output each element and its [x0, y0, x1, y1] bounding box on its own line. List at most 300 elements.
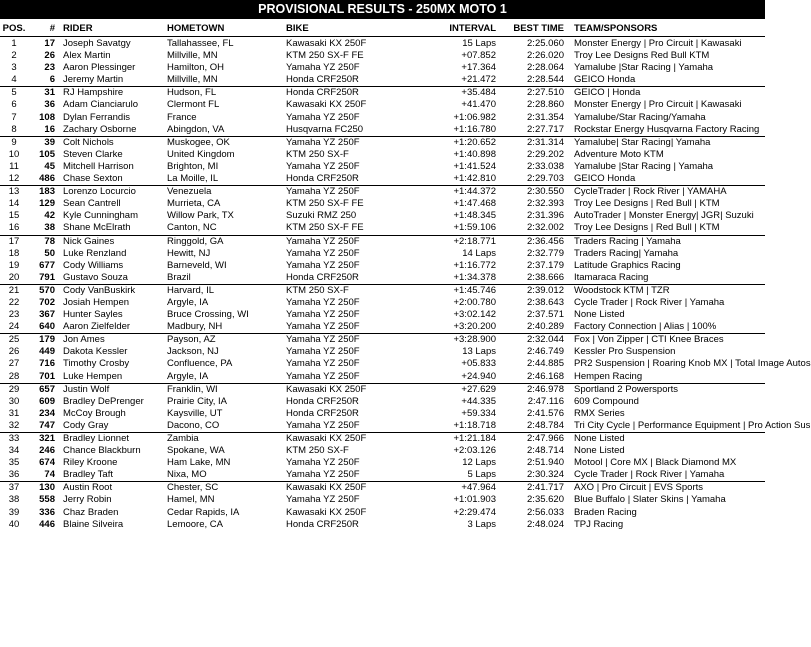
row-best-time: 2:28.860 — [527, 99, 564, 111]
row-bike: Kawasaki KX 250F — [286, 38, 367, 49]
row-best-time: 2:32.044 — [527, 334, 564, 346]
table-row — [0, 457, 765, 469]
row-interval: +2:29.474 — [453, 506, 496, 518]
row-best-time: 2:31.314 — [527, 136, 564, 148]
row-number: 39 — [44, 136, 55, 148]
row-rider: McCoy Brough — [63, 407, 126, 419]
row-team: Monster Energy | Pro Circuit | Kawasaki — [574, 99, 742, 111]
row-best-time: 2:38.666 — [527, 271, 564, 283]
row-best-time: 2:40.289 — [527, 321, 564, 333]
table-row — [0, 149, 765, 161]
row-team: Adventure Moto KTM — [574, 148, 664, 160]
row-hometown: Tallahassee, FL — [167, 38, 234, 49]
row-team: GEICO Honda — [574, 173, 636, 185]
row-pos: 22 — [8, 296, 20, 308]
row-interval: +44.335 — [461, 395, 496, 407]
row-team: Traders Racing| Yamaha — [574, 247, 679, 259]
row-pos: 21 — [8, 284, 20, 296]
table-row — [0, 346, 765, 358]
row-bike: Kawasaki KX 250F — [286, 433, 367, 444]
header-best-time: BEST TIME — [513, 23, 564, 34]
row-number: 367 — [39, 309, 55, 321]
row-pos: 19 — [8, 259, 20, 271]
row-hometown: Confluence, PA — [167, 358, 233, 370]
row-team: Sportland 2 Powersports — [574, 383, 679, 395]
row-best-time: 2:48.024 — [527, 518, 564, 530]
row-hometown: Clermont FL — [167, 99, 220, 111]
row-interval: +3:20.200 — [453, 321, 496, 333]
table-row — [0, 309, 765, 321]
row-number: 677 — [39, 259, 55, 271]
row-hometown: Willow Park, TX — [167, 210, 234, 222]
row-bike: Yamaha YZ 250F — [286, 111, 360, 123]
row-hometown: United Kingdom — [167, 148, 235, 160]
row-rider: Mitchell Harrison — [63, 160, 134, 172]
table-row — [0, 371, 765, 384]
row-bike: Yamaha YZ 250F — [286, 346, 360, 358]
row-pos: 12 — [8, 173, 20, 185]
row-interval: +1:41.524 — [453, 160, 496, 172]
row-team: Traders Racing | Yamaha — [574, 235, 681, 247]
row-number: 130 — [39, 482, 55, 494]
row-pos: 40 — [8, 518, 20, 530]
row-pos: 27 — [8, 358, 20, 370]
row-rider: Adam Cianciarulo — [63, 99, 138, 111]
row-number: 6 — [49, 74, 55, 86]
row-team: Blue Buffalo | Slater Skins | Yamaha — [574, 494, 726, 506]
row-best-time: 2:41.717 — [527, 482, 564, 494]
row-bike: Yamaha YZ 250F — [286, 419, 360, 431]
row-pos: 20 — [8, 271, 20, 283]
row-interval: +2:18.771 — [453, 235, 496, 247]
table-row — [0, 112, 765, 124]
row-hometown: Hamilton, OH — [167, 62, 225, 74]
row-rider: Timothy Crosby — [63, 358, 130, 370]
results-title: PROVISIONAL RESULTS - 250MX MOTO 1 — [0, 0, 765, 19]
row-pos: 29 — [8, 383, 20, 395]
row-number: 747 — [39, 419, 55, 431]
row-team: Cycle Trader | Rock River | Yamaha — [574, 296, 725, 308]
row-bike: KTM 250 SX-F — [286, 284, 349, 296]
row-bike: Yamaha YZ 250F — [286, 494, 360, 506]
row-best-time: 2:47.966 — [527, 433, 564, 444]
row-pos: 6 — [11, 99, 17, 111]
row-rider: Luke Renzland — [63, 247, 127, 259]
row-number: 16 — [44, 123, 55, 135]
row-bike: Kawasaki KX 250F — [286, 506, 367, 518]
row-pos: 9 — [11, 136, 17, 148]
row-hometown: Ham Lake, MN — [167, 457, 231, 469]
header-team: TEAM/SPONSORS — [574, 23, 658, 34]
row-best-time: 2:32.002 — [527, 222, 564, 234]
row-interval: 12 Laps — [462, 457, 496, 469]
row-hometown: Canton, NC — [167, 222, 217, 234]
row-team: Motool | Core MX | Black Diamond MX — [574, 457, 737, 469]
table-row — [0, 222, 765, 235]
row-best-time: 2:29.202 — [527, 148, 564, 160]
row-rider: Nick Gaines — [63, 235, 115, 247]
row-pos: 23 — [8, 309, 20, 321]
row-hometown: Jackson, NJ — [167, 346, 219, 358]
row-team: RMX Series — [574, 407, 625, 419]
row-pos: 3 — [11, 62, 17, 74]
row-pos: 8 — [11, 123, 17, 135]
row-team: Troy Lee Designs Red Bull KTM — [574, 50, 710, 62]
row-interval: +1:47.468 — [453, 198, 496, 210]
row-bike: Yamaha YZ 250F — [286, 309, 360, 321]
row-bike: Husqvarna FC250 — [286, 123, 364, 135]
row-interval: +1:48.345 — [453, 210, 496, 222]
row-interval: +05.833 — [461, 358, 496, 370]
row-number: 640 — [39, 321, 55, 333]
row-team: Yamalube/Star Racing/Yamaha — [574, 111, 706, 123]
row-hometown: Prairie City, IA — [167, 395, 228, 407]
row-number: 42 — [44, 210, 55, 222]
table-row — [0, 161, 765, 173]
table-row — [0, 236, 765, 248]
row-rider: Aaron Zielfelder — [63, 321, 131, 333]
row-hometown: Ringgold, GA — [167, 235, 224, 247]
row-hometown: Brighton, MI — [167, 160, 219, 172]
row-hometown: Brazil — [167, 271, 191, 283]
row-pos: 30 — [8, 395, 20, 407]
row-bike: Honda CRF250R — [286, 87, 359, 99]
table-row — [0, 38, 765, 50]
row-pos: 17 — [8, 235, 20, 247]
row-rider: Shane McElrath — [63, 222, 131, 234]
row-best-time: 2:28.544 — [527, 74, 564, 86]
row-bike: KTM 250 SX-F FE — [286, 222, 364, 234]
row-hometown: Abingdon, VA — [167, 123, 225, 135]
row-best-time: 2:51.940 — [527, 457, 564, 469]
row-pos: 15 — [8, 210, 20, 222]
row-best-time: 2:46.749 — [527, 346, 564, 358]
table-row — [0, 396, 765, 408]
row-pos: 35 — [8, 457, 20, 469]
row-pos: 37 — [8, 482, 20, 494]
row-pos: 24 — [8, 321, 20, 333]
header-interval: INTERVAL — [449, 23, 496, 34]
table-row — [0, 260, 765, 272]
row-best-time: 2:35.620 — [527, 494, 564, 506]
row-pos: 14 — [8, 198, 20, 210]
table-row — [0, 50, 765, 62]
row-hometown: Hewitt, NJ — [167, 247, 211, 259]
row-interval: +1:21.184 — [453, 433, 496, 444]
row-bike: Yamaha YZ 250F — [286, 321, 360, 333]
row-number: 716 — [39, 358, 55, 370]
row-rider: Dakota Kessler — [63, 346, 128, 358]
row-number: 50 — [44, 247, 55, 259]
row-best-time: 2:44.885 — [527, 358, 564, 370]
row-hometown: Nixa, MO — [167, 469, 207, 481]
row-pos: 13 — [8, 186, 20, 198]
row-hometown: Barneveld, WI — [167, 259, 227, 271]
row-rider: Luke Hempen — [63, 370, 123, 382]
row-interval: +1:16.780 — [453, 123, 496, 135]
row-number: 23 — [44, 62, 55, 74]
table-row — [0, 285, 765, 297]
row-team: PR2 Suspension | Roaring Knob MX | Total Image Autos — [574, 358, 811, 370]
row-pos: 2 — [11, 50, 17, 62]
row-number: 558 — [39, 494, 55, 506]
row-number: 246 — [39, 445, 55, 457]
row-best-time: 2:41.576 — [527, 407, 564, 419]
row-rider: Sean Cantrell — [63, 198, 121, 210]
row-team: Monster Energy | Pro Circuit | Kawasaki — [574, 38, 742, 49]
row-number: 449 — [39, 346, 55, 358]
row-team: None Listed — [574, 445, 625, 457]
row-interval: +17.364 — [461, 62, 496, 74]
row-hometown: Millville, MN — [167, 74, 218, 86]
row-interval: +1:06.982 — [453, 111, 496, 123]
row-team: Yamalube |Star Racing | Yamaha — [574, 62, 714, 74]
row-rider: Zachary Osborne — [63, 123, 137, 135]
row-interval: +1:59.106 — [453, 222, 496, 234]
header-rider: RIDER — [63, 23, 93, 34]
row-number: 74 — [44, 469, 55, 481]
row-best-time: 2:32.779 — [527, 247, 564, 259]
table-row — [0, 334, 765, 346]
header-bike: BIKE — [286, 23, 309, 34]
row-bike: Yamaha YZ 250F — [286, 370, 360, 382]
row-pos: 34 — [8, 445, 20, 457]
row-number: 234 — [39, 407, 55, 419]
row-hometown: Lemoore, CA — [167, 518, 223, 530]
row-hometown: Murrieta, CA — [167, 198, 221, 210]
row-number: 78 — [44, 235, 55, 247]
row-bike: Yamaha YZ 250F — [286, 136, 360, 148]
row-number: 129 — [39, 198, 55, 210]
row-bike: Yamaha YZ 250F — [286, 296, 360, 308]
table-row — [0, 124, 765, 137]
row-pos: 32 — [8, 419, 20, 431]
row-interval: +2:03.126 — [453, 445, 496, 457]
row-best-time: 2:39.012 — [527, 284, 564, 296]
row-number: 17 — [44, 38, 55, 49]
row-best-time: 2:30.550 — [527, 186, 564, 198]
row-bike: Kawasaki KX 250F — [286, 383, 367, 395]
results-table — [0, 38, 811, 531]
row-team: Hempen Racing — [574, 370, 643, 382]
row-team: AutoTrader | Monster Energy| JGR| Suzuki — [574, 210, 754, 222]
row-rider: Josiah Hempen — [63, 296, 130, 308]
row-hometown: Muskogee, OK — [167, 136, 230, 148]
row-interval: +2:00.780 — [453, 296, 496, 308]
row-team: Troy Lee Designs | Red Bull | KTM — [574, 198, 720, 210]
row-rider: Cody VanBuskirk — [63, 284, 136, 296]
row-bike: Yamaha YZ 250F — [286, 259, 360, 271]
row-team: Factory Connection | Alias | 100% — [574, 321, 717, 333]
row-bike: Yamaha YZ 250F — [286, 62, 360, 74]
row-pos: 31 — [8, 407, 20, 419]
row-team: Rockstar Energy Husqvarna Factory Racing — [574, 123, 760, 135]
row-team: None Listed — [574, 309, 625, 321]
row-interval: +1:18.718 — [453, 419, 496, 431]
row-best-time: 2:37.571 — [527, 309, 564, 321]
row-best-time: 2:30.324 — [527, 469, 564, 481]
row-hometown: Millville, MN — [167, 50, 218, 62]
row-best-time: 2:29.703 — [527, 173, 564, 185]
table-row — [0, 198, 765, 210]
row-interval: 13 Laps — [462, 346, 496, 358]
table-row — [0, 469, 765, 482]
row-bike: Yamaha YZ 250F — [286, 247, 360, 259]
row-best-time: 2:48.714 — [527, 445, 564, 457]
row-bike: KTM 250 SX-F FE — [286, 50, 364, 62]
row-interval: +07.852 — [461, 50, 496, 62]
row-rider: Blaine Silveira — [63, 518, 124, 530]
row-rider: Justin Wolf — [63, 383, 110, 395]
row-rider: Lorenzo Locurcio — [63, 186, 136, 198]
row-rider: Chaz Braden — [63, 506, 119, 518]
row-number: 108 — [39, 111, 55, 123]
row-hometown: Venezuela — [167, 186, 212, 198]
header-hometown: HOMETOWN — [167, 23, 225, 34]
row-team: None Listed — [574, 433, 625, 444]
row-pos: 33 — [8, 433, 20, 444]
row-bike: Kawasaki KX 250F — [286, 99, 367, 111]
row-number: 570 — [39, 284, 55, 296]
row-pos: 28 — [8, 370, 20, 382]
row-rider: Bradley Taft — [63, 469, 113, 481]
row-bike: KTM 250 SX-F — [286, 445, 349, 457]
row-number: 321 — [39, 433, 55, 444]
row-pos: 10 — [8, 148, 20, 160]
row-interval: +35.484 — [461, 87, 496, 99]
row-rider: Jerry Robin — [63, 494, 112, 506]
row-interval: +24.940 — [461, 370, 496, 382]
row-hometown: Franklin, WI — [167, 383, 218, 395]
row-rider: Cody Williams — [63, 259, 124, 271]
row-rider: Chance Blackburn — [63, 445, 141, 457]
row-team: Latitude Graphics Racing — [574, 259, 681, 271]
row-team: Kessler Pro Suspension — [574, 346, 676, 358]
row-rider: Riley Kroone — [63, 457, 118, 469]
row-pos: 38 — [8, 494, 20, 506]
table-row — [0, 408, 765, 420]
table-row — [0, 173, 765, 186]
table-row — [0, 272, 765, 285]
row-team: AXO | Pro Circuit | EVS Sports — [574, 482, 704, 494]
row-bike: Suzuki RMZ 250 — [286, 210, 357, 222]
row-team: GEICO | Honda — [574, 87, 641, 99]
row-rider: Kyle Cunningham — [63, 210, 138, 222]
row-interval: +1:45.746 — [453, 284, 496, 296]
row-best-time: 2:37.179 — [527, 259, 564, 271]
row-pos: 5 — [11, 87, 17, 99]
row-rider: Steven Clarke — [63, 148, 123, 160]
row-bike: Honda CRF250R — [286, 518, 359, 530]
row-interval: 3 Laps — [467, 518, 496, 530]
row-bike: Yamaha YZ 250F — [286, 186, 360, 198]
row-pos: 18 — [8, 247, 20, 259]
row-interval: 5 Laps — [467, 469, 496, 481]
header-pos: POS. — [2, 23, 26, 34]
row-hometown: Madbury, NH — [167, 321, 223, 333]
row-bike: Yamaha YZ 250F — [286, 358, 360, 370]
row-team: Cycle Trader | Rock River | Yamaha — [574, 469, 725, 481]
row-team: GEICO Honda — [574, 74, 636, 86]
table-row — [0, 62, 765, 74]
row-bike: Kawasaki KX 250F — [286, 482, 367, 494]
row-interval: +1:01.903 — [453, 494, 496, 506]
row-hometown: Zambia — [167, 433, 199, 444]
row-team: Tri City Cycle | Performance Equipment | Pro Action Sus — [574, 419, 811, 431]
row-interval: +1:42.810 — [453, 173, 496, 185]
row-best-time: 2:48.784 — [527, 419, 564, 431]
row-rider: Aaron Plessinger — [63, 62, 136, 74]
row-number: 702 — [39, 296, 55, 308]
row-best-time: 2:32.393 — [527, 198, 564, 210]
row-number: 486 — [39, 173, 55, 185]
row-rider: Jon Ames — [63, 334, 105, 346]
row-pos: 7 — [11, 111, 17, 123]
row-bike: KTM 250 SX-F — [286, 148, 349, 160]
table-row — [0, 99, 765, 111]
row-bike: Honda CRF250R — [286, 407, 359, 419]
header-number: # — [49, 23, 55, 34]
table-row — [0, 297, 765, 309]
row-pos: 4 — [11, 74, 17, 86]
row-rider: Alex Martin — [63, 50, 111, 62]
row-number: 105 — [39, 148, 55, 160]
row-hometown: Harvard, IL — [167, 284, 214, 296]
table-row — [0, 519, 765, 531]
row-team: Woodstock KTM | TZR — [574, 284, 670, 296]
row-bike: Honda CRF250R — [286, 395, 359, 407]
table-row — [0, 186, 765, 198]
row-team: 609 Compound — [574, 395, 639, 407]
row-team: Fox | Von Zipper | CTI Knee Braces — [574, 334, 724, 346]
row-best-time: 2:27.510 — [527, 87, 564, 99]
table-row — [0, 445, 765, 457]
row-best-time: 2:47.116 — [527, 395, 564, 407]
row-rider: Colt Nichols — [63, 136, 114, 148]
table-row — [0, 321, 765, 334]
row-pos: 25 — [8, 334, 20, 346]
row-number: 791 — [39, 271, 55, 283]
table-row — [0, 358, 811, 370]
row-bike: KTM 250 SX-F FE — [286, 198, 364, 210]
row-rider: Chase Sexton — [63, 173, 123, 185]
row-pos: 26 — [8, 346, 20, 358]
row-hometown: Argyle, IA — [167, 296, 209, 308]
row-rider: Cody Gray — [63, 419, 109, 431]
row-number: 674 — [39, 457, 55, 469]
row-best-time: 2:33.038 — [527, 160, 564, 172]
row-rider: Dylan Ferrandis — [63, 111, 131, 123]
row-best-time: 2:56.033 — [527, 506, 564, 518]
table-row — [0, 419, 811, 433]
row-number: 31 — [44, 87, 55, 99]
row-best-time: 2:36.456 — [527, 235, 564, 247]
row-number: 336 — [39, 506, 55, 518]
row-hometown: Argyle, IA — [167, 370, 209, 382]
row-number: 446 — [39, 518, 55, 530]
row-interval: +1:40.898 — [453, 148, 496, 160]
row-best-time: 2:28.064 — [527, 62, 564, 74]
row-number: 179 — [39, 334, 55, 346]
row-team: Braden Racing — [574, 506, 637, 518]
row-team: Yamalube |Star Racing | Yamaha — [574, 160, 714, 172]
row-number: 36 — [44, 99, 55, 111]
table-row — [0, 433, 765, 445]
row-interval: +1:20.652 — [453, 136, 496, 148]
row-best-time: 2:31.396 — [527, 210, 564, 222]
row-interval: 15 Laps — [462, 38, 496, 49]
row-best-time: 2:26.020 — [527, 50, 564, 62]
